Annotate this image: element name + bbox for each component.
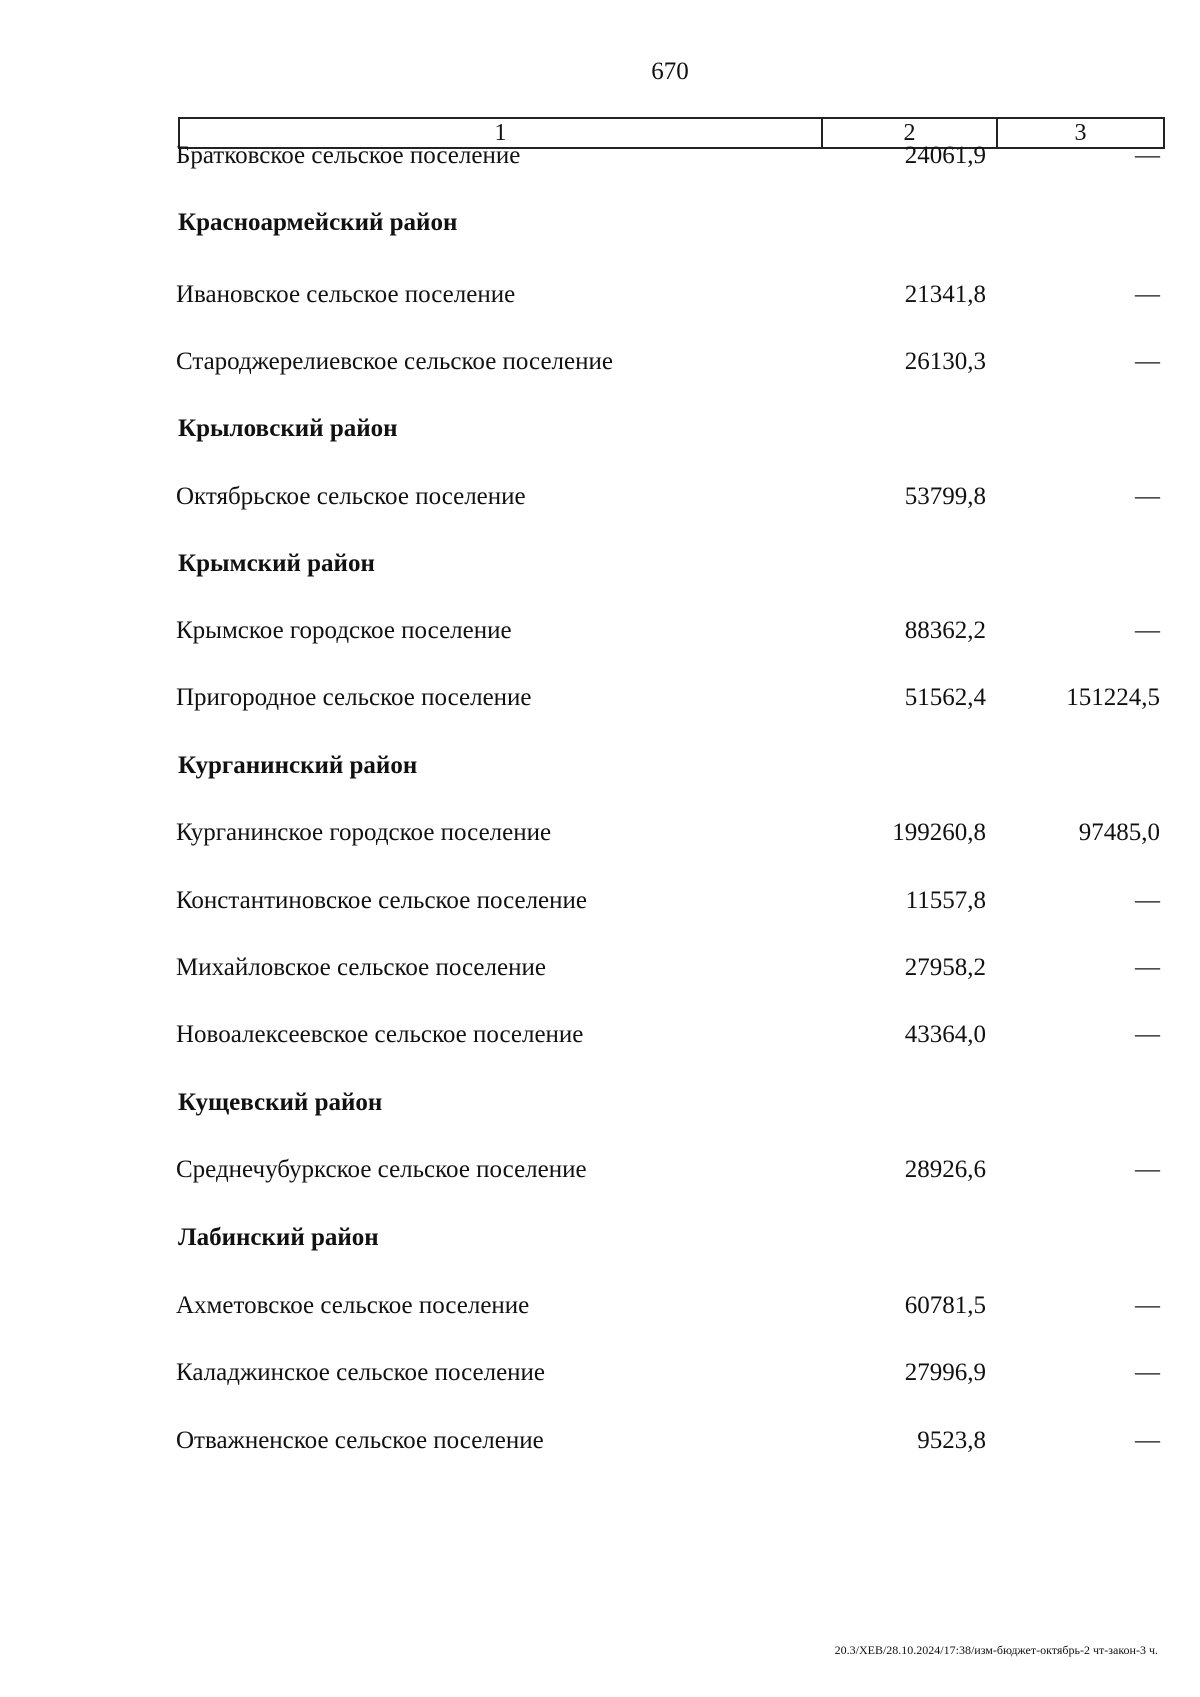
value-col-2: 43364,0 xyxy=(904,1021,986,1048)
district-heading-row xyxy=(0,412,1200,446)
district-name: Кущевский район xyxy=(178,1089,383,1116)
district-heading-row xyxy=(0,1221,1200,1255)
table-row xyxy=(0,681,1200,715)
value-col-2: 11557,8 xyxy=(905,887,986,914)
value-col-3: — xyxy=(1135,1359,1160,1386)
district-heading-row xyxy=(0,749,1200,783)
value-col-2: 53799,8 xyxy=(904,483,986,510)
settlement-name: Братковское сельское поселение xyxy=(176,142,521,169)
value-col-2: 199260,8 xyxy=(892,819,986,846)
table-row xyxy=(0,614,1200,648)
value-col-3: — xyxy=(1135,1292,1160,1319)
table-row xyxy=(0,884,1200,918)
district-name: Крыловский район xyxy=(178,415,398,442)
value-col-3: — xyxy=(1135,887,1160,914)
table-row xyxy=(0,1289,1200,1323)
value-col-2: 88362,2 xyxy=(904,617,986,644)
value-col-3: — xyxy=(1135,1427,1160,1454)
value-col-3: 151224,5 xyxy=(1066,684,1160,711)
settlement-name: Константиновское сельское поселение xyxy=(176,887,587,914)
settlement-name: Крымское городское поселение xyxy=(176,617,512,644)
table-row xyxy=(0,139,1200,173)
value-col-3: — xyxy=(1135,1021,1160,1048)
value-col-2: 27958,2 xyxy=(904,954,986,981)
settlement-name: Новоалексеевское сельское поселение xyxy=(176,1021,584,1048)
table-row xyxy=(0,951,1200,985)
value-col-2: 60781,5 xyxy=(904,1292,986,1319)
district-heading-row xyxy=(0,547,1200,581)
district-heading-row xyxy=(0,206,1200,240)
value-col-2: 24061,9 xyxy=(904,142,986,169)
page-number: 670 xyxy=(651,58,689,85)
table-row xyxy=(0,1356,1200,1390)
header-col-1: 1 xyxy=(180,119,823,147)
table-row xyxy=(0,480,1200,514)
settlement-name: Пригородное сельское поселение xyxy=(176,684,532,711)
value-col-3: — xyxy=(1135,483,1160,510)
value-col-2: 9523,8 xyxy=(917,1427,986,1454)
settlement-name: Ахметовское сельское поселение xyxy=(176,1292,530,1319)
value-col-3: — xyxy=(1135,348,1160,375)
value-col-2: 51562,4 xyxy=(904,684,986,711)
settlement-name: Отважненское сельское поселение xyxy=(176,1427,544,1454)
value-col-3: — xyxy=(1135,954,1160,981)
district-name: Лабинский район xyxy=(178,1224,379,1251)
value-col-3: — xyxy=(1135,142,1160,169)
settlement-name: Каладжинское сельское поселение xyxy=(176,1359,546,1386)
table-row xyxy=(0,1153,1200,1187)
settlement-name: Староджерелиевское сельское поселение xyxy=(176,348,613,375)
footer-reference: 20.3/ХЕВ/28.10.2024/17:38/изм-бюджет-октябрь-2 чт-закон-3 ч. xyxy=(834,1643,1158,1657)
district-name: Красноармейский район xyxy=(178,209,458,236)
header-col-2: 2 xyxy=(823,119,998,147)
value-col-3: 97485,0 xyxy=(1078,819,1160,846)
value-col-3: — xyxy=(1135,617,1160,644)
settlement-name: Курганинское городское поселение xyxy=(176,819,552,846)
table-row xyxy=(0,345,1200,379)
table-row xyxy=(0,278,1200,312)
district-heading-row xyxy=(0,1086,1200,1120)
settlement-name: Среднечубуркское сельское поселение xyxy=(176,1156,587,1183)
settlement-name: Михайловское сельское поселение xyxy=(176,954,546,981)
table-row xyxy=(0,816,1200,850)
value-col-2: 26130,3 xyxy=(904,348,986,375)
value-col-2: 27996,9 xyxy=(904,1359,986,1386)
table-row xyxy=(0,1424,1200,1458)
district-name: Курганинский район xyxy=(178,752,418,779)
value-col-2: 28926,6 xyxy=(904,1156,986,1183)
table-row xyxy=(0,1018,1200,1052)
settlement-name: Ивановское сельское поселение xyxy=(176,281,516,308)
value-col-3: — xyxy=(1135,1156,1160,1183)
district-name: Крымский район xyxy=(178,550,375,577)
header-col-3: 3 xyxy=(1074,119,1087,146)
value-col-3: — xyxy=(1135,281,1160,308)
value-col-2: 21341,8 xyxy=(904,281,986,308)
settlement-name: Октябрьское сельское поселение xyxy=(176,483,526,510)
